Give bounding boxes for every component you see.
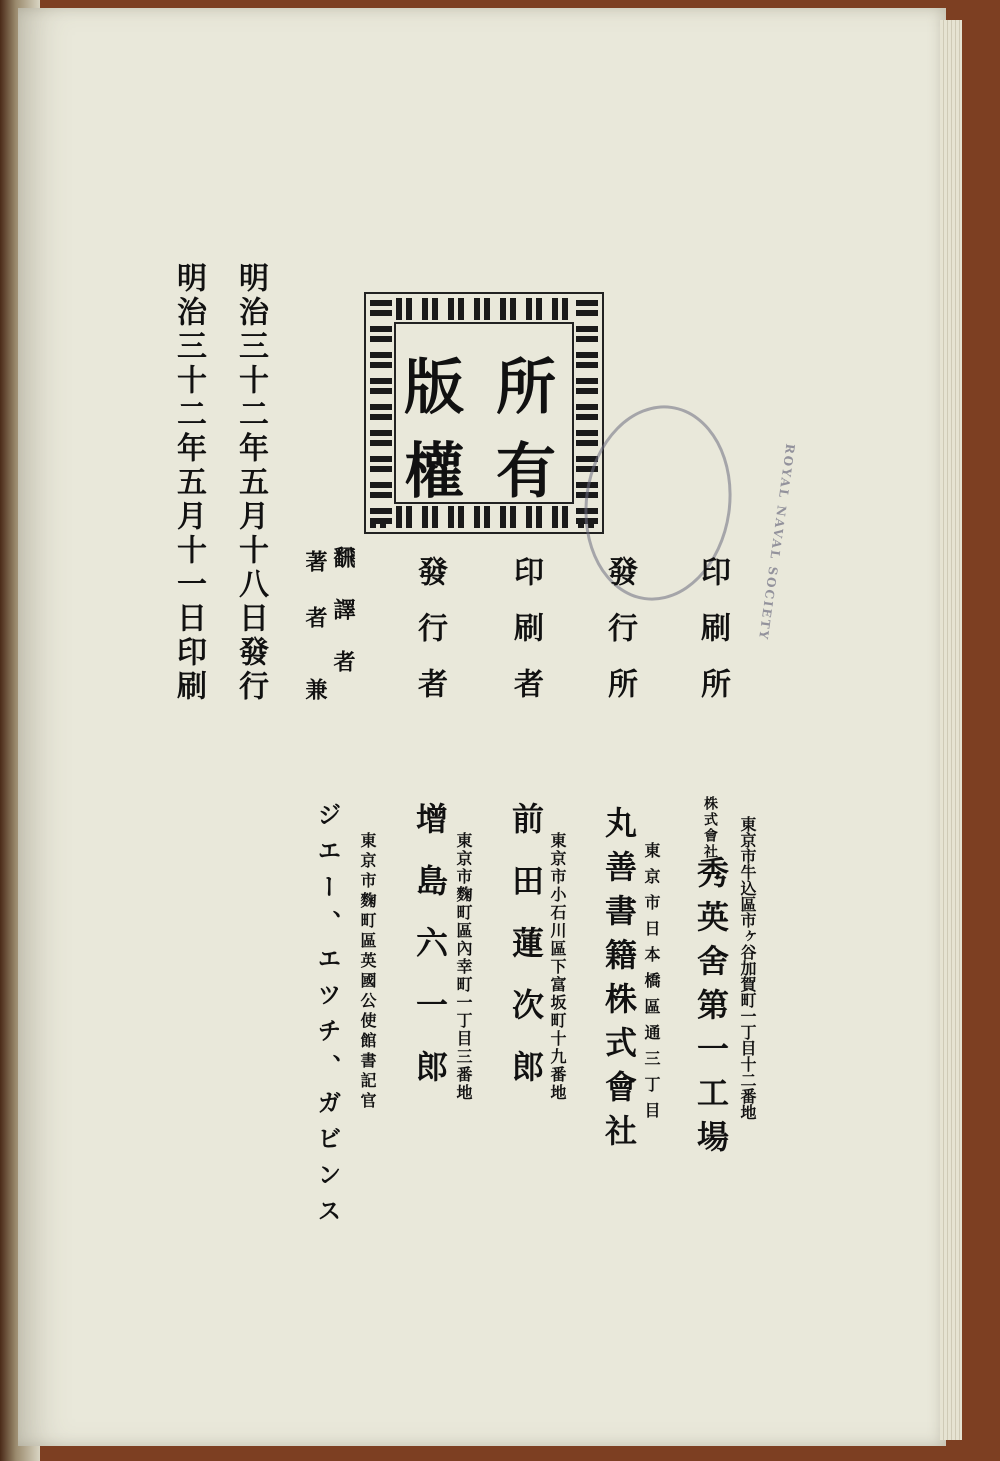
publishing-house-name: 丸善書籍株式會社 xyxy=(600,806,638,1158)
colophon-page xyxy=(18,8,946,1446)
role-publisher: 發行者 xyxy=(412,556,447,724)
printer-name: 前田蓮次郎 xyxy=(507,802,545,1112)
issue-date: 明治三十二年五月十八日發行 xyxy=(233,262,268,704)
print-date: 明治三十二年五月十一日印刷 xyxy=(171,262,206,704)
role-print-office: 印刷所 xyxy=(695,556,730,724)
library-seal-text: ROYAL NAVAL SOCIETY xyxy=(755,442,798,642)
publisher-name: 增島六一郎 xyxy=(411,802,449,1112)
copyright-inner xyxy=(394,322,574,507)
author-name: ジエー、エツチ、ガビンス xyxy=(313,802,342,1234)
copyright-char-1: 所 xyxy=(496,353,556,423)
printing-house-name: 秀英舍第一工場 xyxy=(692,856,730,1164)
author-address: 東京市麴町區英國公使館書記官 xyxy=(358,832,377,1112)
role-publish-office: 發行所 xyxy=(602,556,637,724)
role-author-2: 飜譯者 xyxy=(330,546,356,702)
copyright-char-3: 版 xyxy=(404,353,464,423)
role-author-3: 兼 xyxy=(302,678,328,700)
publishing-house-address: 東京市日本橋區通三丁目 xyxy=(642,842,661,1128)
copyright-box xyxy=(364,292,604,534)
printer-address: 東京市小石川區下富坂町十九番地 xyxy=(548,832,567,1102)
page-edges xyxy=(940,20,962,1440)
publisher-address: 東京市麴町區內幸町一丁目三番地 xyxy=(454,832,473,1102)
printing-house-company-type: 株式會社 xyxy=(702,796,718,860)
ornament-top xyxy=(370,298,594,320)
copyright-char-2: 有 xyxy=(496,437,556,507)
role-author-1: 著者 xyxy=(302,550,328,662)
ornament-left xyxy=(370,298,392,524)
role-printer: 印刷者 xyxy=(508,556,543,724)
printing-house-address: 東京市牛込區市ヶ谷加賀町一丁目十二番地 xyxy=(738,816,757,1120)
copyright-char-4: 權 xyxy=(404,437,464,507)
